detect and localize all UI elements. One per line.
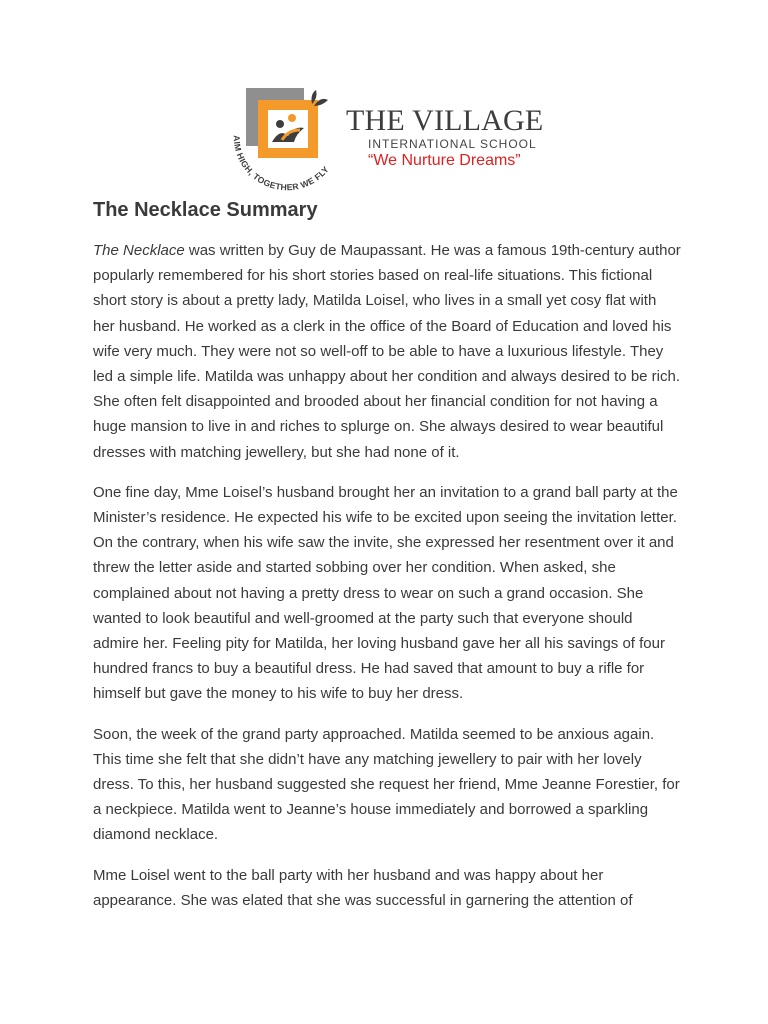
paragraph-1-text: was written by Guy de Maupassant. He was a famous 19th-century author popularly remembered for his short stories based on real-life situations. This fictional short story is about a pretty lady, Matilda Loisel, who lives in a small yet cosy flat with her husband. He worked as a clerk in the office of the Board of Education and loved his wife very much. They were not so well-off to be able to have a luxurious lifestyle. They led a simple life. Matilda was unhappy about her condition and always desired to be rich. She often felt disappointed and brooded about her financial condition for not having a huge mansion to live in and riches to splurge on. She always desired to wear beautiful dresses with matching jewellery, but she had none of it. [93, 242, 681, 461]
paragraph-2: One fine day, Mme Loisel’s husband brought her an invitation to a grand ball party at the Minister’s residence. He expected his wife to be excited upon seeing the invitation letter. On the contrary, when his wife saw the invite, she expressed her resentment over it and threw the letter aside and started sobbing over her condition. When asked, she complained about not having a pretty dress to wear on such a grand occasion. She wanted to look beautiful and well-groomed at the party such that everyone should admire her. Feeling pity for Matilda, her loving husband gave her all his savings of four hundred francs to buy a beautiful dress. He had saved that amount to buy a rifle for himself but gave the money to his wife to buy her dress. [93, 483, 678, 703]
document-body [93, 238, 681, 913]
school-name: THE VILLAGE [346, 104, 544, 137]
paragraph-3: Soon, the week of the grand party approached. Matilda seemed to be anxious again. This time she felt that she didn’t have any matching jewellery to pair with her lovely dress. To this, her husband suggested she request her friend, Mme Jeanne Forestier, for a neckpiece. Matilda went to Jeanne’s house immediately and borrowed a sparkling diamond necklace. [93, 725, 680, 844]
school-tagline: “We Nurture Dreams” [368, 152, 521, 169]
school-subtitle: INTERNATIONAL SCHOOL [368, 137, 537, 151]
arc-motto: AIM HIGH, TOGETHER WE FLY [231, 135, 331, 193]
logo-wordmark [346, 106, 568, 170]
school-logo [228, 84, 568, 193]
village-emblem-icon [228, 84, 346, 193]
page-title: The Necklace Summary [93, 199, 318, 221]
paragraph-4: Mme Loisel went to the ball party with her husband and was happy about her appearance. She was elated that she was successful in garnering the attention of [93, 866, 633, 909]
book-title-italic: The Necklace [93, 242, 185, 259]
paragraph-1 [93, 238, 681, 465]
